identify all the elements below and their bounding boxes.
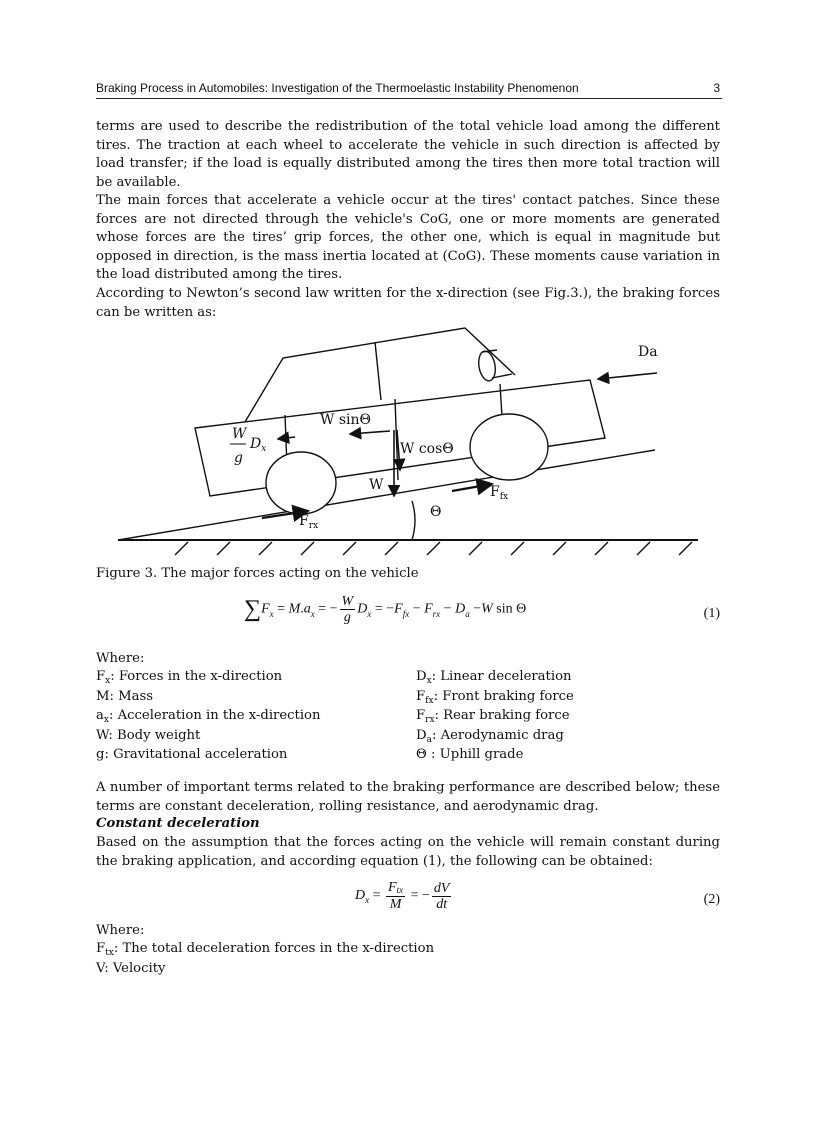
figure-caption: Figure 3. The major forces acting on the vehicle bbox=[96, 566, 419, 581]
equation-2: $D_x$ = $\frac{\text{Ftx}}{M}$ = − $\frac{dV}{dt}$ bbox=[355, 880, 450, 912]
w-sin-arrow bbox=[350, 431, 390, 434]
road-incline bbox=[118, 450, 655, 540]
def-v: V: Velocity bbox=[96, 960, 166, 976]
equation-2-number: (2) bbox=[703, 892, 720, 907]
def-frx: $F_{rx}$: Rear braking force bbox=[416, 708, 570, 726]
running-header bbox=[96, 80, 722, 99]
def-ftx: $F_{tx}$: The total deceleration forces in the x-direction bbox=[96, 941, 435, 958]
paragraph-5: Based on the assumption that the forces acting on the vehicle will remain constant during the braking application, and according equation (1), the following can be obtained: bbox=[96, 835, 720, 869]
inertia-arrow bbox=[278, 437, 295, 439]
rear-wheel bbox=[266, 452, 336, 514]
label-w-cos: W cosΘ bbox=[400, 441, 454, 457]
label-w-sin: W sinΘ bbox=[320, 412, 371, 428]
def-ax: $a_x$: Acceleration in the x-direction bbox=[96, 708, 321, 726]
definitions-left bbox=[96, 668, 320, 766]
paragraph-1: terms are used to describe the redistribution of the total vehicle load among the different tires. The traction at each wheel to accelerate the vehicle in such direction is affected by load transfer; if the load is equally distributed among the tires then more total traction will be available. bbox=[96, 119, 720, 190]
where-label-2: Where: bbox=[96, 923, 145, 938]
def-dx: $D_x$: Linear deceleration bbox=[416, 669, 572, 686]
label-wg-g: g bbox=[234, 450, 243, 466]
paragraph-3: According to Newton’s second law written for the x-direction (see Fig.3.), the braking forces can be written as: bbox=[96, 286, 720, 320]
car-cabin bbox=[245, 328, 515, 422]
definitions-bottom bbox=[96, 940, 434, 979]
label-ffx: $F_{fx}$ bbox=[490, 484, 509, 502]
label-da: Da bbox=[638, 344, 658, 360]
label-theta: Θ bbox=[430, 504, 442, 520]
def-theta: Θ : Uphill grade bbox=[416, 747, 524, 763]
definitions-right bbox=[416, 668, 574, 766]
equation-1-number: (1) bbox=[703, 606, 720, 621]
label-frx: $F_{rx}$ bbox=[299, 513, 319, 531]
drag-arrow bbox=[598, 373, 657, 379]
def-fx: $F_x$: Forces in the x-direction bbox=[96, 669, 283, 686]
def-m: M: Mass bbox=[96, 688, 154, 704]
label-wg-w: W bbox=[232, 426, 247, 442]
def-da: $D_a$: Aerodynamic drag bbox=[416, 727, 564, 745]
def-w: W: Body weight bbox=[96, 727, 201, 743]
def-ffx: $F_{fx}$: Front braking force bbox=[416, 688, 574, 706]
grade-angle-arc bbox=[412, 501, 415, 540]
label-w: W bbox=[369, 477, 384, 493]
where-label-1: Where: bbox=[96, 651, 145, 666]
paragraph-2: The main forces that accelerate a vehicle occur at the tires' contact patches. Since these forces are not directed through the vehicle's CoG, one or more moments are generated whose forces are the tires’ grip forces, the other one, which is equal in magnitude but opposed in direction, is the mass inertia located at (CoG). These moments cause variation in the load distributed among the tires. bbox=[96, 193, 720, 283]
equation-1: $\sum F_x = M.a_x$ = − $\frac{W}{g}$ $D_x = -F_{fx} - F_{rx} - D_a -W$ sin Θ bbox=[244, 594, 527, 625]
front-brake-force-arrow bbox=[452, 484, 492, 491]
header-title: Braking Process in Automobiles: Investigation of the Thermoelastic Instability Phenomenon bbox=[96, 81, 579, 95]
def-g: g: Gravitational acceleration bbox=[96, 747, 288, 763]
label-dx: $D_x$ bbox=[250, 436, 267, 454]
vehicle-forces-figure bbox=[100, 320, 700, 565]
section-heading: Constant deceleration bbox=[96, 816, 260, 831]
paragraph-4: A number of important terms related to the braking performance are described below; these terms are constant deceleration, rolling resistance, and aerodynamic drag. bbox=[96, 780, 720, 814]
ground-hatching bbox=[175, 542, 692, 555]
page-number: 3 bbox=[713, 81, 720, 95]
front-wheel bbox=[470, 414, 548, 480]
